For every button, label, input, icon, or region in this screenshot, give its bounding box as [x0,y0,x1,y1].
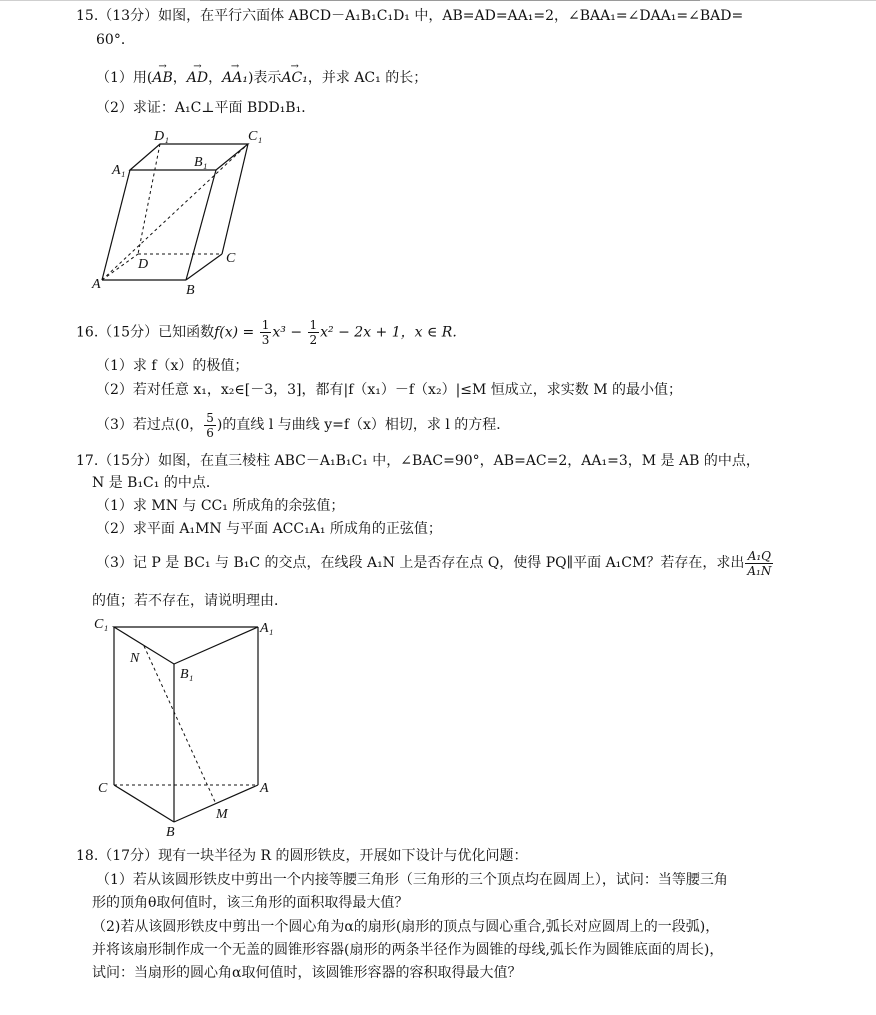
q16-intro: 16.（15分）已知函数 [76,324,215,341]
q16-frac-5-6 [204,411,216,440]
q15-part2: （2）求证：A₁C⊥平面 BDD₁B₁． [96,100,316,116]
q15-part1-comma2: ， [208,70,223,86]
label-a: A [260,781,269,796]
label-b: B [166,825,175,840]
q17-frac-ratio [745,549,773,578]
q16-term1: x³ − [272,324,307,341]
top-face [130,144,248,170]
q16-fx: f(x) = [214,324,259,341]
q16-frac2-num: 1 [309,318,318,332]
label-m: M [216,807,228,822]
q17-frac-den: A₁N [747,563,772,578]
q17-part3 [96,548,774,578]
vector-ac1: → AC₁ [281,68,307,88]
q15-part1 [96,68,427,88]
edge-b-c [186,254,222,280]
label-c1: C₁ [248,129,263,144]
q16-frac3-den: 6 [206,425,214,440]
q17-frac-num: A₁Q [745,549,773,564]
q16-part3-prefix: （3）若过点(0， [96,417,204,433]
q16-frac1-num: 1 [261,318,270,332]
q16-frac3-num: 5 [206,410,214,425]
parallelepiped-figure [88,122,278,300]
q16-part2: （2）若对任意 x₁，x₂∈[－3，3]，都有|f（x₁）－f（x₂）|≤M 恒成立，求实数 M 的最小值； [96,382,683,398]
q15-part1-comma1: ， [172,70,187,86]
q16-part1: （1）求 f（x）的极值； [96,358,249,374]
q16-part3 [96,410,510,440]
edge-b1-b [186,170,216,280]
label-a: A [92,277,101,292]
label-d: D [138,257,149,272]
q17-line2: N 是 B₁C₁ 的中点． [92,475,220,491]
q18-part2-line2: 并将该扇形制作成一个无盖的圆锥形容器(扇形的两条半径作为圆锥的母线,弧长作为圆锥底面的周长)， [92,942,724,958]
page-top-rule [200,0,700,1]
q16-frac1-den: 3 [261,333,270,347]
vector-ab: → AB [152,68,172,88]
label-c: C [226,251,236,266]
q18-part1-line1: （1）若从该圆形铁皮中剪出一个内接等腰三角形（三角形的三个顶点均在圆周上），试问：当等腰三角 [96,872,728,888]
q18-part2-line1: （2)若从该圆形铁皮中剪出一个圆心角为α的扇形(扇形的顶点与圆心重合,弧长对应圆周上的一段弧)， [92,919,720,935]
vector-ad: → AD [187,68,208,88]
q17-part3-prefix: （3）记 P 是 BC₁ 与 B₁C 的交点，在线段 A₁N 上是否存在点 Q，使得 PQ∥平面 A₁CM？若存在，求出 [96,555,745,571]
q16-frac-1-2 [308,318,320,347]
q18-part2-line3: 试问：当扇形的圆心角α取何值时，该圆锥形容器的容积取得最大值？ [92,965,522,981]
edge-a1-a [102,170,130,280]
label-a1: A₁ [260,621,274,636]
label-c1: C₁ [94,617,109,632]
label-b: B [186,283,195,298]
q16-term2: x² − 2x + 1，x ∈ R. [320,324,457,341]
edge-c1-c [222,144,248,254]
label-d1: D₁ [154,129,169,144]
q17-part3-tail: 的值；若不存在，请说明理由． [92,593,288,609]
q16-line1 [76,318,457,347]
q16-frac-1-3 [260,318,272,347]
q18-line1: 18.（17分）现有一块半径为 R 的圆形铁皮，开展如下设计与优化问题： [76,848,528,864]
q15-line1: 15.（13分）如图，在平行六面体 ABCD－A₁B₁C₁D₁ 中，AB=AD=AA₁=2，∠BAA₁=∠DAA₁=∠BAD= [76,8,744,24]
edge-c-b [114,785,174,822]
label-b1: B₁ [194,155,208,170]
label-b1: B₁ [180,667,194,682]
q16-part3-suffix: )的直线 l 与曲线 y=f（x）相切，求 l 的方程． [216,417,511,433]
q15-part1-suffix: ，并求 AC₁ 的长； [307,70,428,86]
label-a1: A₁ [112,163,126,178]
q15-part1-prefix: （1）用( [96,70,153,86]
q17-part1: （1）求 MN 与 CC₁ 所成角的余弦值； [96,498,345,514]
q18-part1-line2: 形的顶角θ取何值时，该三角形的面积取得最大值？ [92,895,409,911]
vector-aa1: → AA₁ [222,68,248,88]
q17-line1: 17.（15分）如图，在直三棱柱 ABC－A₁B₁C₁ 中，∠BAC=90°，AB=AC=2，AA₁=3，M 是 AB 的中点， [76,453,760,469]
q17-part2: （2）求平面 A₁MN 与平面 ACC₁A₁ 所成角的正弦值； [96,521,442,537]
q15-line2: 60°． [96,32,135,48]
label-c: C [98,781,108,796]
q15-part1-mid: )表示 [247,70,282,86]
label-n: N [130,651,140,666]
prism-figure [88,612,288,842]
q16-frac2-den: 2 [309,333,318,347]
